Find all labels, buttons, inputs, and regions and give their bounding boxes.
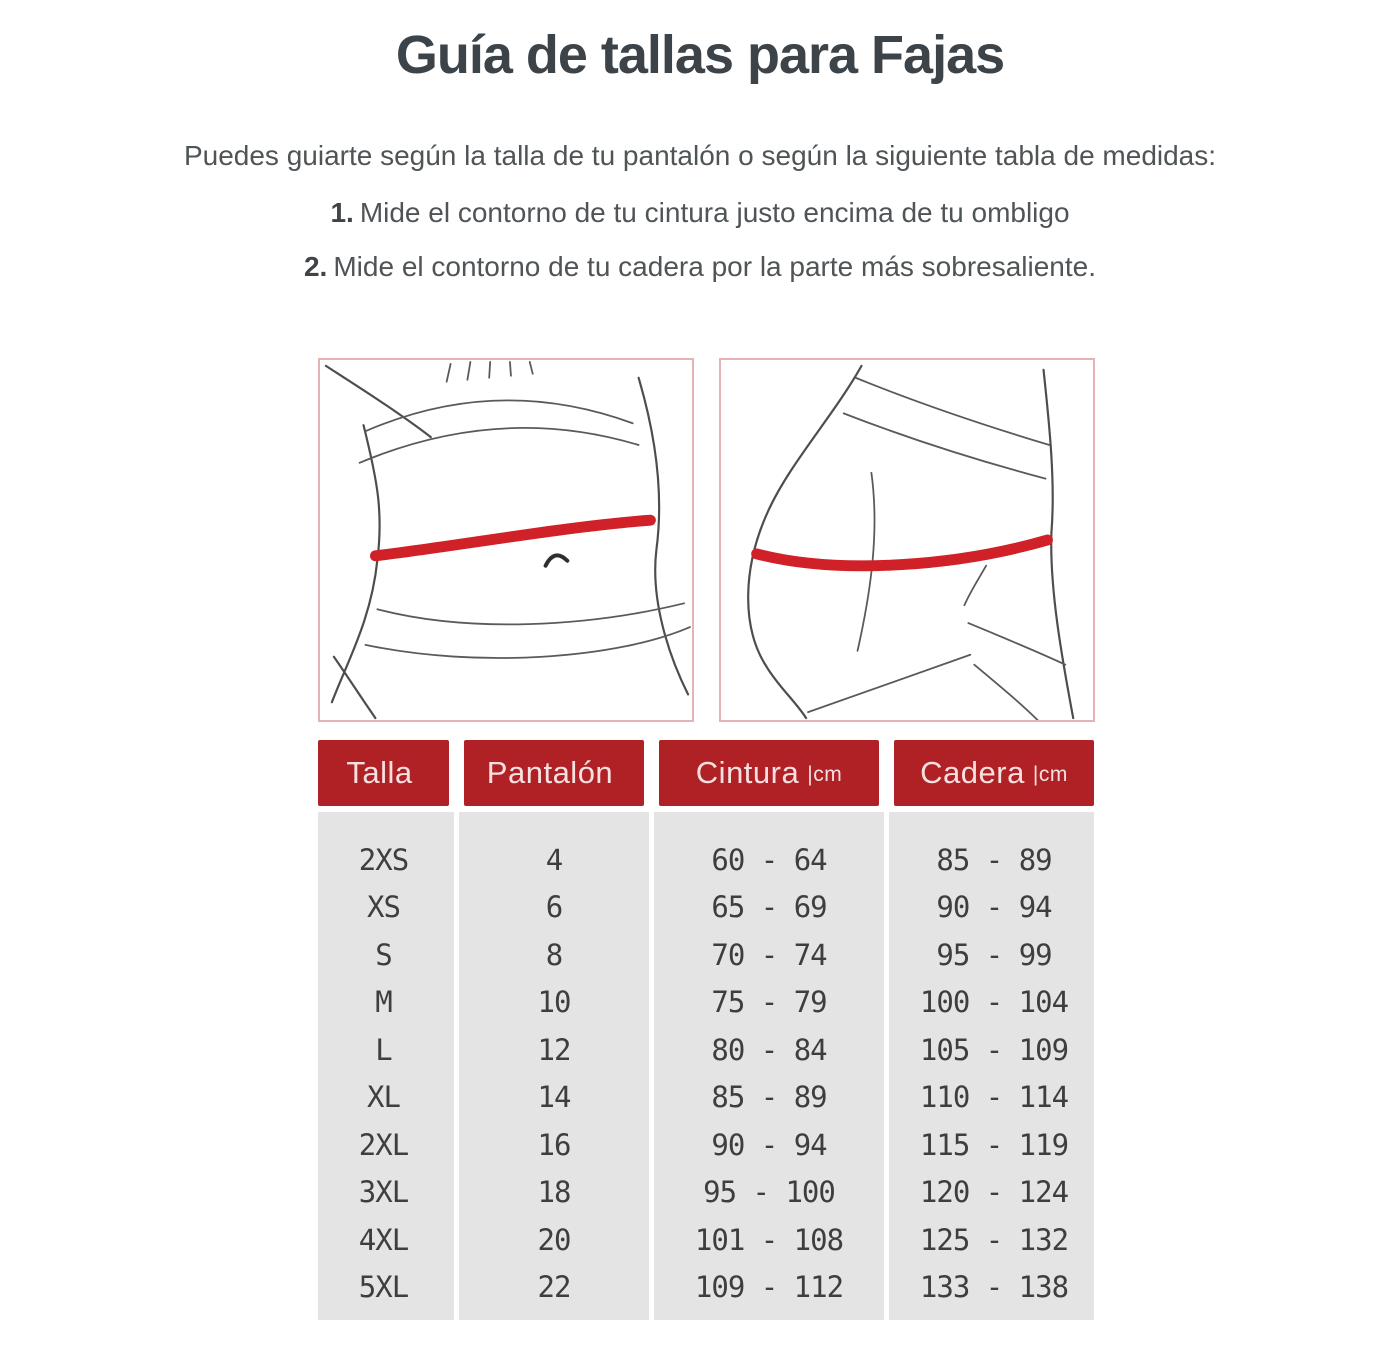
column-header-pantalon (464, 740, 644, 806)
column-label: Pantalón (486, 755, 614, 790)
column-unit: |cm (807, 763, 843, 786)
table-cell: 4 (545, 842, 563, 877)
column-header-cintura (659, 740, 879, 806)
table-cell: 14 (537, 1080, 571, 1115)
table-rows (318, 812, 1094, 1311)
column-unit: |cm (1032, 763, 1068, 786)
step-2-text: Mide el contorno de tu cadera por la parte más sobresaliente. (333, 251, 1097, 282)
table-cell: 95 - 100 (703, 1175, 835, 1210)
hip-figure (719, 358, 1095, 722)
table-cell: 2XL (358, 1127, 409, 1162)
table-cell: 120 - 124 (919, 1175, 1069, 1210)
table-cell: 65 - 69 (711, 890, 827, 925)
waist-measurement-illustration (320, 360, 692, 720)
step-2 (0, 251, 1400, 283)
table-row (318, 979, 1094, 1027)
table-cell: XS (367, 890, 400, 925)
step-1-text: Mide el contorno de tu cintura justo encima de tu ombligo (359, 197, 1070, 228)
table-cell: 90 - 94 (711, 1127, 827, 1162)
page-title: Guía de tallas para Fajas (395, 25, 1005, 85)
table-row (318, 1026, 1094, 1074)
column-header-cadera (894, 740, 1094, 806)
table-cell: 100 - 104 (919, 985, 1069, 1020)
table-row (318, 1121, 1094, 1169)
hip-measurement-illustration (721, 360, 1093, 720)
table-cell: XL (367, 1080, 400, 1115)
step-1 (0, 197, 1400, 229)
table-cell: 101 - 108 (694, 1222, 844, 1257)
table-cell: 3XL (358, 1175, 409, 1210)
table-cell: 18 (537, 1175, 571, 1210)
table-cell: 12 (537, 1032, 571, 1067)
table-cell: 10 (537, 985, 571, 1020)
column-header-talla (318, 740, 449, 806)
measurement-figures (318, 358, 1095, 722)
intro-text: Puedes guiarte según la talla de tu pantalón o según la siguiente tabla de medidas: (183, 140, 1217, 171)
column-label: Talla (346, 755, 413, 790)
table-cell: 125 - 132 (919, 1222, 1069, 1257)
table-cell: M (375, 985, 392, 1020)
table-cell: 109 - 112 (694, 1270, 844, 1305)
table-row (318, 884, 1094, 932)
table-cell: 90 - 94 (936, 890, 1052, 925)
table-cell: 6 (545, 890, 563, 925)
table-row (318, 1216, 1094, 1264)
table-cell: L (375, 1032, 392, 1067)
step-1-number: 1. (330, 197, 354, 228)
size-table-body (318, 812, 1094, 1320)
table-cell: 8 (545, 937, 563, 972)
table-row (318, 1169, 1094, 1217)
table-cell: 85 - 89 (711, 1080, 827, 1115)
table-cell: 22 (537, 1270, 571, 1305)
table-row (318, 1074, 1094, 1122)
table-cell: 95 - 99 (936, 937, 1052, 972)
table-row (318, 836, 1094, 884)
table-cell: 80 - 84 (711, 1032, 827, 1067)
step-2-number: 2. (303, 251, 328, 282)
waist-figure (318, 358, 694, 722)
size-table-header (318, 740, 1094, 806)
table-cell: 133 - 138 (919, 1270, 1069, 1305)
table-cell: 70 - 74 (711, 937, 827, 972)
table-row (318, 931, 1094, 979)
table-cell: 4XL (358, 1222, 409, 1257)
table-cell: 75 - 79 (711, 985, 827, 1020)
table-cell: S (375, 937, 392, 972)
table-cell: 16 (537, 1127, 571, 1162)
table-cell: 5XL (358, 1270, 409, 1305)
table-cell: 2XS (358, 842, 409, 877)
table-cell: 115 - 119 (919, 1127, 1069, 1162)
column-label: Cintura (695, 755, 800, 790)
table-cell: 85 - 89 (936, 842, 1052, 877)
table-cell: 110 - 114 (919, 1080, 1069, 1115)
table-cell: 105 - 109 (919, 1032, 1069, 1067)
column-label: Cadera (920, 755, 1025, 790)
table-row (318, 1264, 1094, 1312)
table-cell: 20 (537, 1222, 571, 1257)
table-cell: 60 - 64 (711, 842, 827, 877)
